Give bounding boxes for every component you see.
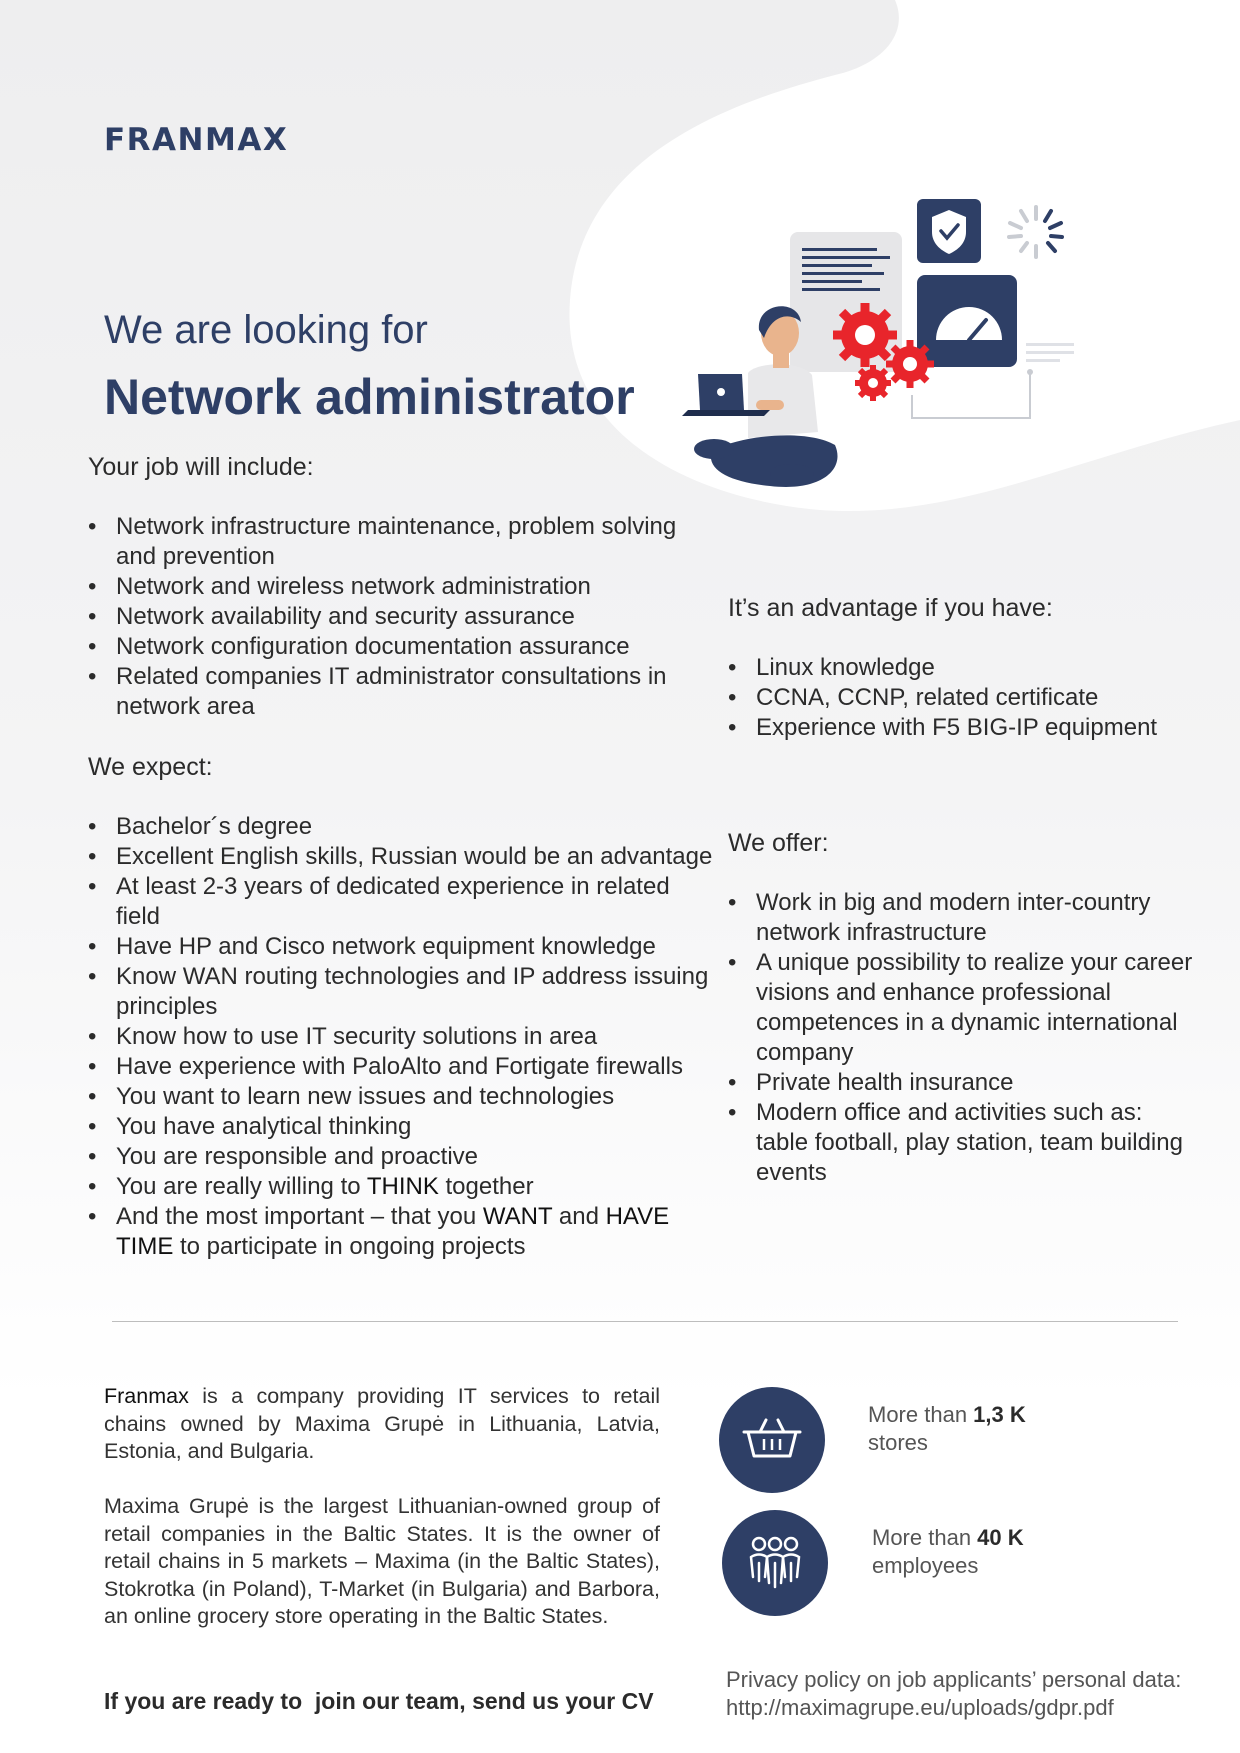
advantage-list	[728, 653, 1188, 743]
stores-stat-text: More than 1,3 K stores	[868, 1402, 1026, 1455]
list-item: • Bachelor´s degree	[88, 812, 718, 842]
list-item: • At least 2-3 years of dedicated experience in related field	[88, 872, 718, 932]
loading-spinner-icon	[1009, 207, 1062, 257]
privacy-policy-link[interactable]: http://maximagrupe.eu/uploads/gdpr.pdf	[726, 1695, 1114, 1720]
intro-heading: We are looking for	[104, 308, 428, 352]
list-item: • A unique possibility to realize your career visions and enhance professional competences in a dynamic international company	[728, 948, 1198, 1068]
offer-list	[728, 888, 1198, 1188]
company-name: Franmax	[104, 1384, 189, 1408]
shield-icon	[917, 199, 981, 263]
job-title: Network administrator	[104, 369, 635, 425]
stores-stat-badge	[719, 1387, 825, 1493]
section-divider	[112, 1321, 1178, 1322]
basket-icon	[742, 1416, 802, 1464]
list-item: • And the most important – that you WANT and HAVE TIME to participate in ongoing projects	[88, 1202, 686, 1262]
list-item: • Experience with F5 BIG-IP equipment	[728, 713, 1188, 743]
list-item: • Network configuration documentation assurance	[88, 632, 688, 662]
offer-section-heading: We offer:	[728, 829, 829, 857]
list-item: • Know how to use IT security solutions in area	[88, 1022, 718, 1052]
expect-section-heading: We expect:	[88, 753, 213, 781]
list-item: • You are responsible and proactive	[88, 1142, 718, 1172]
list-item: • Related companies IT administrator consultations in network area	[88, 662, 688, 722]
list-item: • Network infrastructure maintenance, problem solving and prevention	[88, 512, 688, 572]
about-group-paragraph: Maxima Grupė is the largest Lithuanian-owned group of retail companies in the Baltic States. It is the owner of retail chains in 5 markets – Maxima (in the Baltic States), Stokrotka (in Poland), T-Market (in Bulgaria) and Barbora, an online grocery store operating in the Baltic States.	[104, 1494, 660, 1628]
expect-list	[88, 812, 718, 1262]
privacy-policy-label: Privacy policy on job applicants’ personal data:	[726, 1667, 1182, 1692]
job-section-heading: Your job will include:	[88, 453, 314, 481]
advantage-section-heading: It’s an advantage if you have:	[728, 594, 1053, 622]
list-item: • Private health insurance	[728, 1068, 1198, 1098]
network-admin-illustration	[660, 190, 1100, 530]
job-list	[88, 512, 688, 722]
franmax-logo: FRANMAX	[104, 122, 289, 158]
list-item: • You are really willing to THINK together	[88, 1172, 718, 1202]
list-item: • Have experience with PaloAlto and Fortigate firewalls	[88, 1052, 718, 1082]
list-item: • You want to learn new issues and technologies	[88, 1082, 718, 1112]
list-item: • Linux knowledge	[728, 653, 1188, 683]
gauge-icon	[917, 275, 1017, 367]
list-item: • You have analytical thinking	[88, 1112, 718, 1142]
privacy-policy	[726, 1666, 1181, 1722]
about-company-paragraph: Franmax is a company providing IT services to retail chains owned by Maxima Grupė in Lithuania, Latvia, Estonia, and Bulgaria.	[104, 1384, 660, 1463]
list-item: • Know WAN routing technologies and IP address issuing principles	[88, 962, 718, 1022]
employees-stat-text: More than 40 K employees	[872, 1525, 1024, 1578]
list-item: • Have HP and Cisco network equipment knowledge	[88, 932, 718, 962]
list-item: • Modern office and activities such as: table football, play station, team building events	[728, 1098, 1198, 1188]
employees-count: 40 K	[977, 1525, 1024, 1550]
employees-stat-badge	[722, 1510, 828, 1616]
stores-count: 1,3 K	[973, 1402, 1026, 1427]
list-item: • Work in big and modern inter-country network infrastructure	[728, 888, 1198, 948]
list-item: • Network and wireless network administration	[88, 572, 688, 602]
list-item: • Network availability and security assurance	[88, 602, 688, 632]
list-item: • Excellent English skills, Russian would be an advantage	[88, 842, 718, 872]
people-icon	[743, 1535, 807, 1591]
call-to-action: If you are ready to join our team, send us your CV	[104, 1688, 654, 1714]
list-item: • CCNA, CCNP, related certificate	[728, 683, 1188, 713]
